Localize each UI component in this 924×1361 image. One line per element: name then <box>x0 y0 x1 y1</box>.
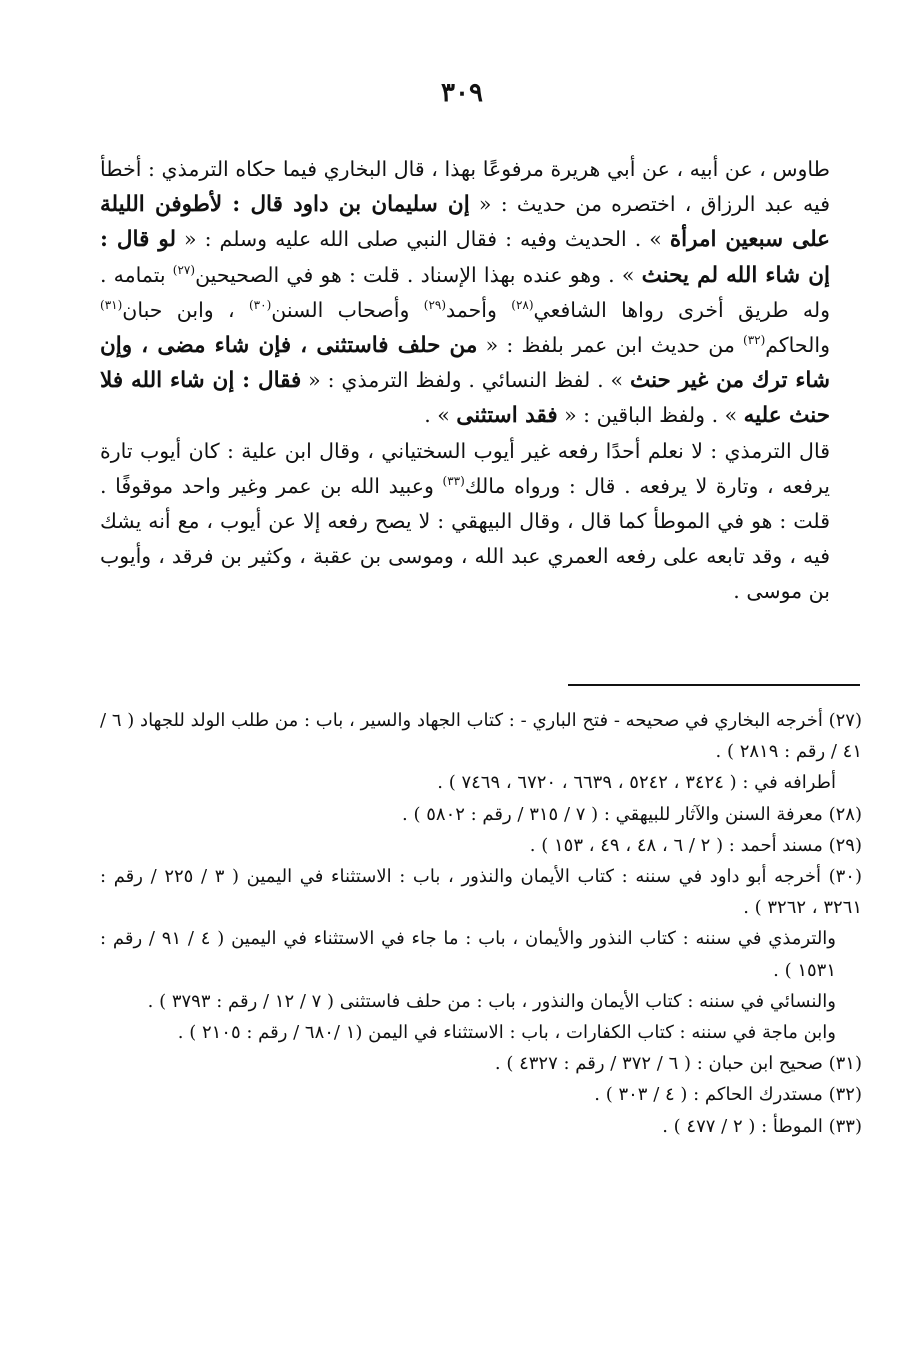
hadith-quote: إن سليمان بن داود قال : لأطوفن الليلة على سبعين امرأة <box>100 192 831 253</box>
footnote-divider <box>568 684 860 686</box>
footnotes-section <box>100 705 862 1142</box>
text-run: طاوس ، عن أبيه ، عن أبي هريرة مرفوعًا بهذا ، قال البخاري فيما حكاه الترمذي : أخطأ فيه عبد الرزاق ، اختصره من حديث : « <box>100 157 831 217</box>
footnote-ref-32[interactable]: (٣٢) <box>743 333 766 348</box>
footnote-30-tirmidhi: والترمذي في سننه : كتاب النذور والأيمان ، باب : ما جاء في الاستثناء في اليمين ( ٤ / ٩١ / رقم : ١٥٣١ ) . <box>100 928 836 981</box>
text-run: » . وهو عنده بهذا الإسناد . قلت : هو في الصحيحين <box>195 262 642 287</box>
footnote-30-ibn-majah: وابن ماجة في سننه : كتاب الكفارات ، باب : الاستثناء في اليمن (١ /٦٨٠ / رقم : ٢١٠٥ ) . <box>177 1022 836 1044</box>
text-run: بتمامه . وله طريق أخرى رواها الشافعي <box>100 262 830 322</box>
main-text <box>100 152 830 610</box>
footnote-32: (٣٢) مستدرك الحاكم : ( ٤ / ٣٠٣ ) . <box>594 1084 862 1106</box>
footnote-30-nasai: والنسائي في سننه : كتاب الأيمان والنذور ، باب : من حلف فاستثنى ( ٧ / ١٢ / رقم : ٣٧٩٣ ) . <box>147 990 836 1012</box>
footnote-ref-29[interactable]: (٢٩) <box>423 297 447 312</box>
text-run: » . لفظ النسائي . ولفظ الترمذي : « <box>301 368 630 393</box>
footnote-ref-33[interactable]: (٣٣) <box>442 474 465 488</box>
hadith-quote: لو قال : إن شاء الله لم يحنث <box>100 227 830 288</box>
text-run: والحاكم <box>765 333 830 358</box>
paragraph-2 <box>100 434 830 610</box>
text-run: وأصحاب السنن <box>271 297 424 322</box>
hadith-quote: من حلف فاستثنى ، فإن شاء مضى ، وإن شاء ترك من غير حنث <box>100 333 830 394</box>
text-run: » . ولفظ الباقين : « <box>557 403 744 428</box>
footnote-29: (٢٩) مسند أحمد : ( ٢ / ٦ ، ٤٨ ، ٤٩ ، ١٥٣ ) . <box>529 834 862 856</box>
footnote-31: (٣١) صحيح ابن حبان : ( ٦ / ٣٧٢ / رقم : ٤٣٢٧ ) . <box>494 1053 862 1075</box>
text-run: قال الترمذي : لا نعلم أحدًا رفعه غير أيوب السختياني ، وقال ابن علية : كان أيوب تارة يرفعه ، وتارة لا يرفعه . قال : ورواه مالك <box>100 438 830 498</box>
hadith-quote: فقد استثنى <box>456 403 558 429</box>
footnote-ref-31[interactable]: (٣١) <box>100 297 123 312</box>
footnote-30: (٣٠) أخرجه أبو داود في سننه : كتاب الأيمان والنذور ، باب : الاستثناء في اليمين ( ٣ / ٢٢٥ / رقم : ٣٢٦١ ، ٣٢٦٢ ) . <box>100 866 862 919</box>
text-run: من حديث ابن عمر بلفظ : « <box>477 333 743 358</box>
footnote-28: (٢٨) معرفة السنن والآثار للبيهقي : ( ٧ / ٣١٥ / رقم : ٥٨٠٢ ) . <box>402 803 862 825</box>
page-number: ٣٠٩ <box>441 78 483 108</box>
hadith-quote: فقال : إن شاء الله فلا حنث عليه <box>100 368 830 429</box>
paragraph-1 <box>100 152 830 434</box>
footnote-27: (٢٧) أخرجه البخاري في صحيحه - فتح الباري - : كتاب الجهاد والسير ، باب : من طلب الولد للجهاد ( ٦ / ٤١ / رقم : ٢٨١٩ ) . <box>100 710 862 763</box>
text-run: وأحمد <box>446 297 512 322</box>
footnote-27-continued: أطرافه في : ( ٣٤٢٤ ، ٥٢٤٢ ، ٦٦٣٩ ، ٦٧٢٠ ، ٧٤٦٩ ) . <box>437 772 836 794</box>
footnote-ref-30[interactable]: (٣٠) <box>248 297 272 312</box>
text-run: » . <box>424 403 457 428</box>
text-run: » . الحديث وفيه : فقال النبي صلى الله عليه وسلم : « <box>176 227 670 252</box>
text-run: وعبيد الله بن عمر وغير واحد موقوفًا . قلت : هو في الموطأ كما قال ، وقال البيهقي : لا يصح رفعه إلا عن أيوب ، مع أنه يشك فيه ، وقد تابعه على رفعه العمري عبد الله ، وموسى بن عقبة ، وكثير بن فرقد ، وأيوب بن موسى . <box>100 473 830 604</box>
footnote-33: (٣٣) الموطأ : ( ٢ / ٤٧٧ ) . <box>662 1115 862 1137</box>
text-run: ، وابن حبان <box>122 297 249 322</box>
footnote-ref-28[interactable]: (٢٨) <box>511 297 534 312</box>
footnote-ref-27[interactable]: (٢٧) <box>172 262 196 277</box>
